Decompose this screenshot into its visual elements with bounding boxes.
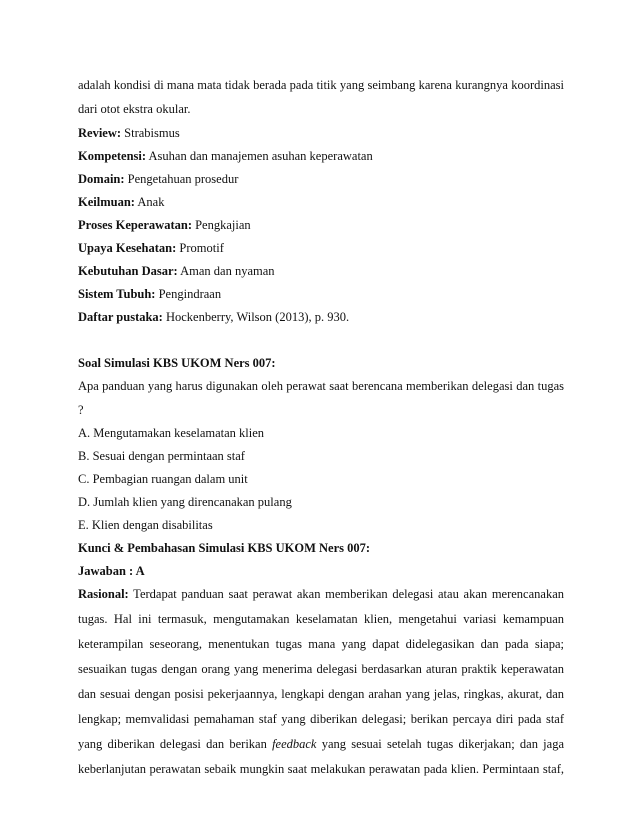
meta-sistem	[78, 286, 564, 302]
option-d: D. Jumlah klien yang direncanakan pulang	[78, 495, 292, 509]
answer-heading	[78, 540, 564, 556]
meta-review	[78, 125, 564, 141]
rasional-line-7	[78, 736, 564, 752]
rasional-line-8: keberlanjutan perawatan sebaik mungkin saat melakukan perawatan pada klien. Permintaan staf,	[78, 762, 564, 776]
answer-heading-text: Kunci & Pembahasan Simulasi KBS UKOM Ners 007:	[78, 541, 371, 555]
option-a: A. Mengutamakan keselamatan klien	[78, 426, 265, 440]
answer-jawaban-text: Jawaban : A	[78, 564, 145, 578]
option-e: E. Klien dengan disabilitas	[78, 518, 213, 532]
meta-upaya	[78, 240, 564, 256]
meta-label: Sistem Tubuh:	[78, 287, 156, 301]
meta-value: Aman dan nyaman	[177, 264, 275, 278]
meta-label: Review:	[78, 126, 122, 140]
meta-label: Upaya Kesehatan:	[78, 241, 177, 255]
rasional-italic: feedback	[272, 737, 317, 751]
rasional-label: Rasional:	[78, 587, 129, 601]
rasional-text: yang sesuai setelah tugas dikerjakan; dan jaga	[316, 737, 564, 751]
answer-jawaban	[78, 563, 564, 579]
meta-value: Pengkajian	[191, 218, 251, 232]
meta-label: Domain:	[78, 172, 125, 186]
meta-domain	[78, 171, 564, 187]
meta-value: Hockenberry, Wilson (2013), p. 930.	[162, 310, 350, 324]
rasional-line-6: lengkap; memvalidasi pemahaman staf yang diberikan delegasi; berikan percaya diri pada staf	[78, 712, 564, 726]
meta-label: Kebutuhan Dasar:	[78, 264, 178, 278]
meta-value: Promotif	[176, 241, 224, 255]
option-b: B. Sesuai dengan permintaan staf	[78, 449, 245, 463]
intro-line-2: dari otot ekstra okular.	[78, 102, 191, 116]
meta-label: Proses Keperawatan:	[78, 218, 192, 232]
meta-value: Strabismus	[121, 126, 180, 140]
rasional-line-1	[78, 586, 564, 602]
meta-value: Pengindraan	[155, 287, 222, 301]
rasional-text: Terdapat panduan saat perawat akan memberikan delegasi atau akan merencanakan	[128, 587, 564, 601]
meta-value: Pengetahuan prosedur	[124, 172, 239, 186]
meta-label: Daftar pustaka:	[78, 310, 163, 324]
question-heading-text: Soal Simulasi KBS UKOM Ners 007:	[78, 356, 276, 370]
meta-value: Asuhan dan manajemen asuhan keperawatan	[146, 149, 373, 163]
meta-kebutuhan	[78, 263, 564, 279]
question-text-line-2: ?	[78, 403, 84, 417]
rasional-text: yang diberikan delegasi dan berikan	[78, 737, 273, 751]
meta-keilmuan	[78, 194, 564, 210]
meta-label: Keilmuan:	[78, 195, 135, 209]
rasional-line-4: sesuaikan tugas dengan orang yang menerima delegasi berdasarkan aturan praktik keperawatan	[78, 662, 564, 676]
meta-pustaka	[78, 309, 564, 325]
rasional-line-5: dan sesuai dengan posisi pekerjaannya, lengkapi dengan arahan yang jelas, ringkas, akurat, dan	[78, 687, 564, 701]
question-text-line-1: Apa panduan yang harus digunakan oleh perawat saat berencana memberikan delegasi dan tugas	[78, 379, 564, 393]
question-heading	[78, 355, 564, 371]
option-c: C. Pembagian ruangan dalam unit	[78, 472, 248, 486]
intro-line-1: adalah kondisi di mana mata tidak berada pada titik yang seimbang karena kurangnya koordinasi	[78, 78, 564, 92]
meta-kompetensi	[78, 148, 564, 164]
rasional-line-2: tugas. Hal ini termasuk, mengutamakan keselamatan klien, mengetahui variasi kemampuan	[78, 612, 564, 626]
meta-proses	[78, 217, 564, 233]
rasional-line-3: keterampilan seseorang, menentukan tugas mana yang dapat didelegasikan dan pada siapa;	[78, 637, 564, 651]
meta-label: Kompetensi:	[78, 149, 147, 163]
meta-value: Anak	[134, 195, 165, 209]
